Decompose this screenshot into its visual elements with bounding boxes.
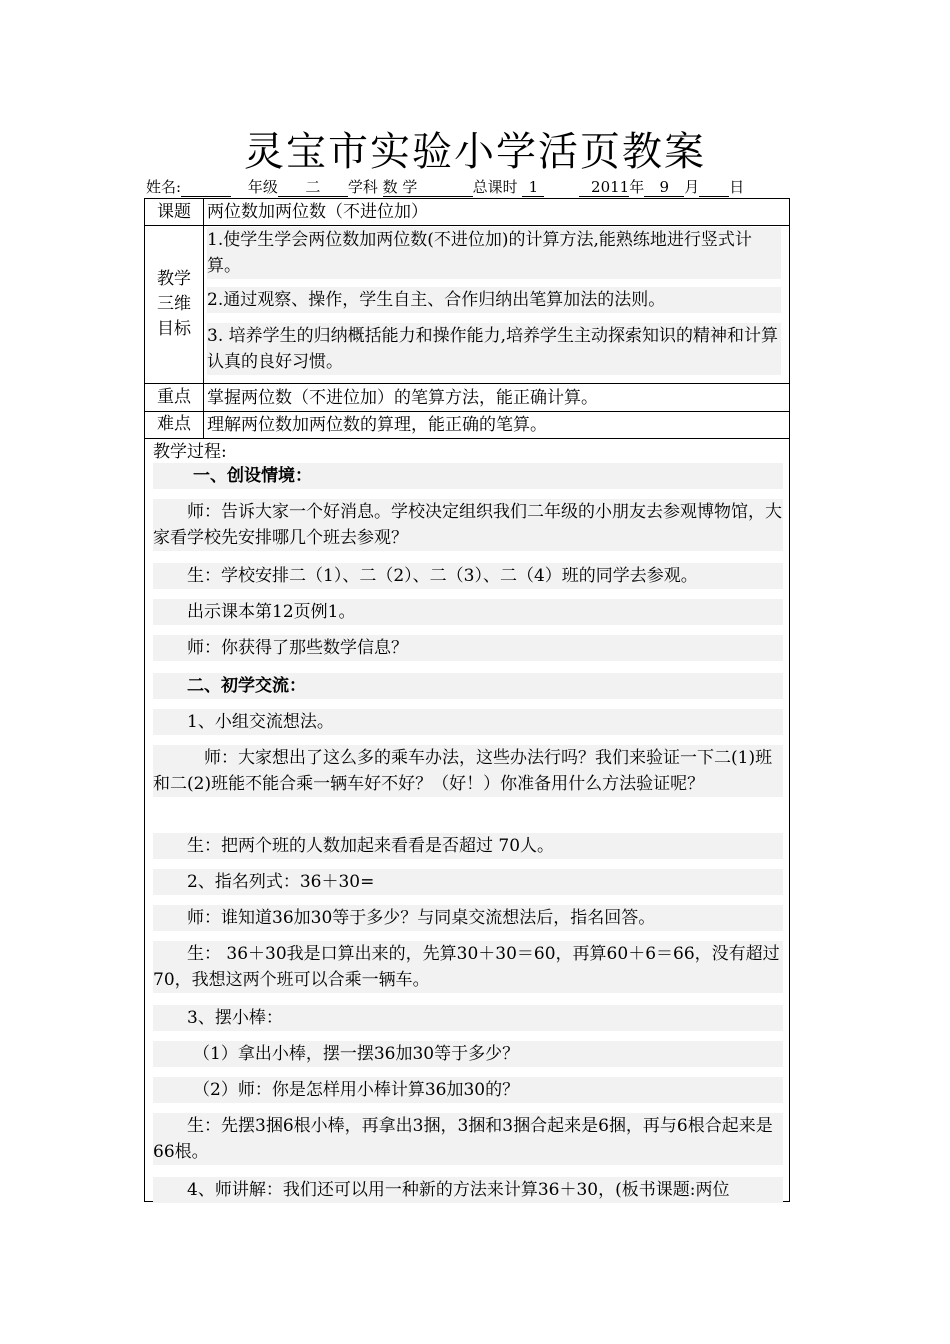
info-line xyxy=(146,178,792,197)
row-divider xyxy=(145,383,789,384)
key-label: 重点 xyxy=(157,387,191,407)
goals-label-line: 教学 xyxy=(157,269,191,289)
year-label: 年 xyxy=(629,178,645,196)
name-field xyxy=(181,178,231,197)
paragraph: （1）拿出小棒，摆一摆36加30等于多少？ xyxy=(153,1041,783,1067)
goal-item: 2.通过观察、操作，学生自主、合作归纳出笔算加法的法则。 xyxy=(207,287,781,313)
difficulty-value: 理解两位数加两位数的算理，能正确的笔算。 xyxy=(207,415,547,435)
paragraph: 2、指名列式：36＋30= xyxy=(153,869,783,895)
total-value: 1 xyxy=(522,178,544,197)
paragraph: 生：先摆3捆6根小棒，再拿出3捆，3捆和3捆合起来是6捆，再与6根合起来是66根。 xyxy=(153,1113,783,1165)
process-heading: 教学过程: xyxy=(153,442,227,462)
grade-label: 年级 xyxy=(247,178,278,196)
day-label: 日 xyxy=(729,178,745,196)
key-value: 掌握两位数（不进位加）的笔算方法，能正确计算。 xyxy=(207,388,598,408)
paragraph: 师：谁知道36加30等于多少？与同桌交流想法后，指名回答。 xyxy=(153,905,783,931)
paragraph: 3、摆小棒： xyxy=(153,1005,783,1031)
section-heading: 一、创设情境： xyxy=(153,463,783,489)
goal-item: 1.使学生学会两位数加两位数(不进位加)的计算方法,能熟练地进行竖式计算。 xyxy=(207,227,781,279)
month-value: 9 xyxy=(644,178,684,197)
lesson-table xyxy=(144,198,790,1202)
paragraph: 师：你获得了那些数学信息？ xyxy=(153,635,783,661)
paragraph: 师：告诉大家一个好消息。学校决定组织我们二年级的小朋友去参观博物馆，大家看学校先安排哪几个班去参观？ xyxy=(153,499,783,551)
total-label: 总课时 xyxy=(472,178,518,196)
month-label: 月 xyxy=(684,178,700,196)
day-field xyxy=(699,178,729,197)
difficulty-label: 难点 xyxy=(157,414,191,434)
topic-value: 两位数加两位数（不进位加） xyxy=(207,202,428,222)
paragraph: 4、师讲解：我们还可以用一种新的方法来计算36＋30，(板书课题:两位 xyxy=(153,1177,783,1203)
goals-label-line: 目标 xyxy=(157,319,191,339)
goals-label xyxy=(145,267,203,342)
column-divider xyxy=(203,199,204,438)
subject-label: 学科 xyxy=(347,178,378,196)
goal-item: 3. 培养学生的归纳概括能力和操作能力,培养学生主动探索知识的精神和计算认真的良好习惯。 xyxy=(207,323,781,375)
paragraph: 师：大家想出了这么多的乘车办法，这些办法行吗？我们来验证一下二(1)班和二(2)班能不能合乘一辆车好不好？（好！）你准备用什么方法验证呢？ xyxy=(153,745,783,797)
document-title: 灵宝市实验小学活页教案 xyxy=(244,129,706,175)
grade-value: 二 xyxy=(278,178,348,197)
paragraph: 生： 36＋30我是口算出来的，先算30＋30＝60，再算60＋6＝66，没有超过70，我想这两个班可以合乘一辆车。 xyxy=(153,941,783,993)
section-heading: 二、初学交流： xyxy=(153,673,783,699)
year-value: 2011 xyxy=(579,178,629,197)
subject-value: 数 学 xyxy=(383,178,473,197)
goals-label-line: 三维 xyxy=(157,294,191,314)
paragraph: 1、小组交流想法。 xyxy=(153,709,783,735)
topic-label: 课题 xyxy=(157,202,191,222)
paragraph: （2）师：你是怎样用小棒计算36加30的？ xyxy=(153,1077,783,1103)
name-label: 姓名: xyxy=(146,178,182,196)
paragraph: 生：学校安排二（1）、二（2）、二（3）、二（4）班的同学去参观。 xyxy=(153,563,783,589)
paragraph: 生：把两个班的人数加起来看看是否超过 70人。 xyxy=(153,833,783,859)
paragraph: 出示课本第12页例1。 xyxy=(153,599,783,625)
row-divider xyxy=(145,225,789,226)
